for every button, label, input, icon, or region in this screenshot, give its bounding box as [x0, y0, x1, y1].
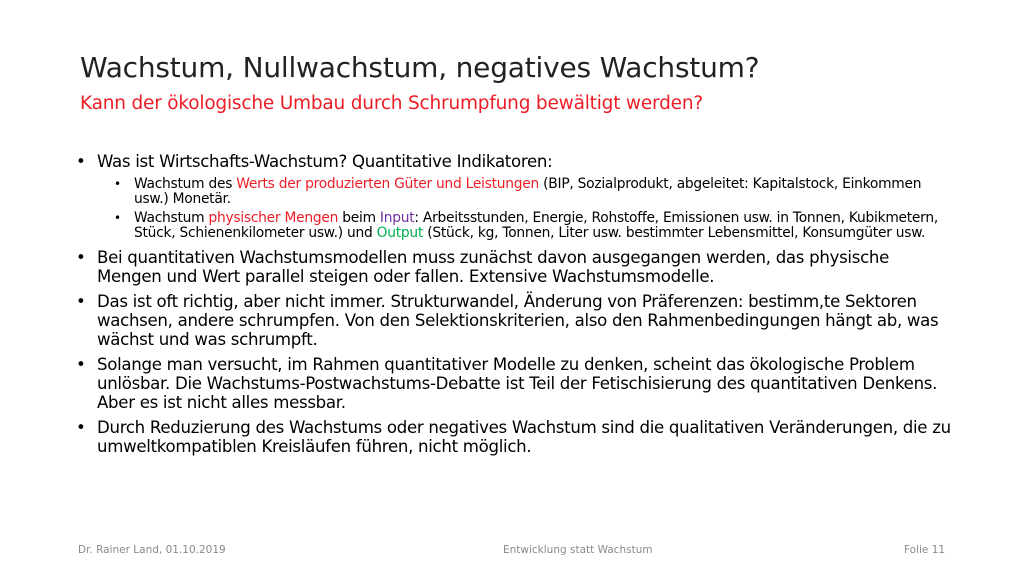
sub-bullet-text: : Arbeitsstunden, Energie, Rohstoffe, Emissionen usw. in Tonnen, Kubikmetern, Stück, Schienenkilometer usw.) und	[134, 210, 938, 241]
slide-title: Wachstum, Nullwachstum, negatives Wachstum?	[80, 51, 760, 84]
sub-bullet-text: (BIP, Sozialprodukt, abgeleitet: Kapitalstock, Einkommen usw.) Monetär.	[134, 176, 922, 207]
slide-subtitle: Kann der ökologische Umbau durch Schrumpfung bewältigt werden?	[80, 93, 703, 114]
sub-bullet-physical-growth	[76, 211, 956, 241]
bullet-1: • Was ist Wirtschafts-Wachstum? Quantitative Indikatoren:	[76, 152, 956, 171]
highlight-value-goods: Werts der produzierten Güter und Leistungen	[236, 176, 540, 192]
sub-bullet-text: Wachstum	[134, 210, 209, 226]
bullet-2: • Bei quantitativen Wachstumsmodellen muss zunächst davon ausgegangen werden, das physische Mengen und Wert parallel steigen oder fallen. Extensive Wachstumsmodelle.	[76, 248, 956, 286]
highlight-output: Output	[376, 225, 424, 241]
bullet-4: • Solange man versucht, im Rahmen quantitativer Modelle zu denken, scheint das ökologische Problem unlösbar. Die Wachstums-Postwachstums-Debatte ist Teil der Fetischisierung des quantitativen Denkens. Aber es ist nicht alles messbar.	[76, 355, 956, 412]
highlight-input: Input	[379, 210, 415, 226]
sub-bullet-text: (Stück, kg, Tonnen, Liter usw. bestimmter Lebensmittel, Konsumgüter usw.	[423, 225, 926, 241]
sub-bullet-text: Wachstum des	[134, 176, 237, 192]
sub-bullet-text: beim	[338, 210, 380, 226]
footer-author-date: Dr. Rainer Land, 01.10.2019	[78, 544, 226, 556]
highlight-physical-quantities: physischer Mengen	[208, 210, 339, 226]
bullet-5: • Durch Reduzierung des Wachstums oder negatives Wachstum sind die qualitativen Veränderungen, die zu umweltkompatiblen Kreisläufen führen, nicht möglich.	[76, 418, 956, 456]
footer-slide-number: Folie 11	[904, 544, 946, 556]
bullet-3: • Das ist oft richtig, aber nicht immer. Strukturwandel, Änderung von Präferenzen: bestimm,te Sektoren wachsen, andere schrumpfen. Von den Selektionskriterien, also den Rahmenbedingungen hängt ab, was wächst und was schrumpft.	[76, 292, 956, 349]
sub-bullet-value-growth	[76, 177, 956, 207]
footer-title: Entwicklung statt Wachstum	[503, 544, 653, 556]
bullet-list	[76, 152, 956, 462]
